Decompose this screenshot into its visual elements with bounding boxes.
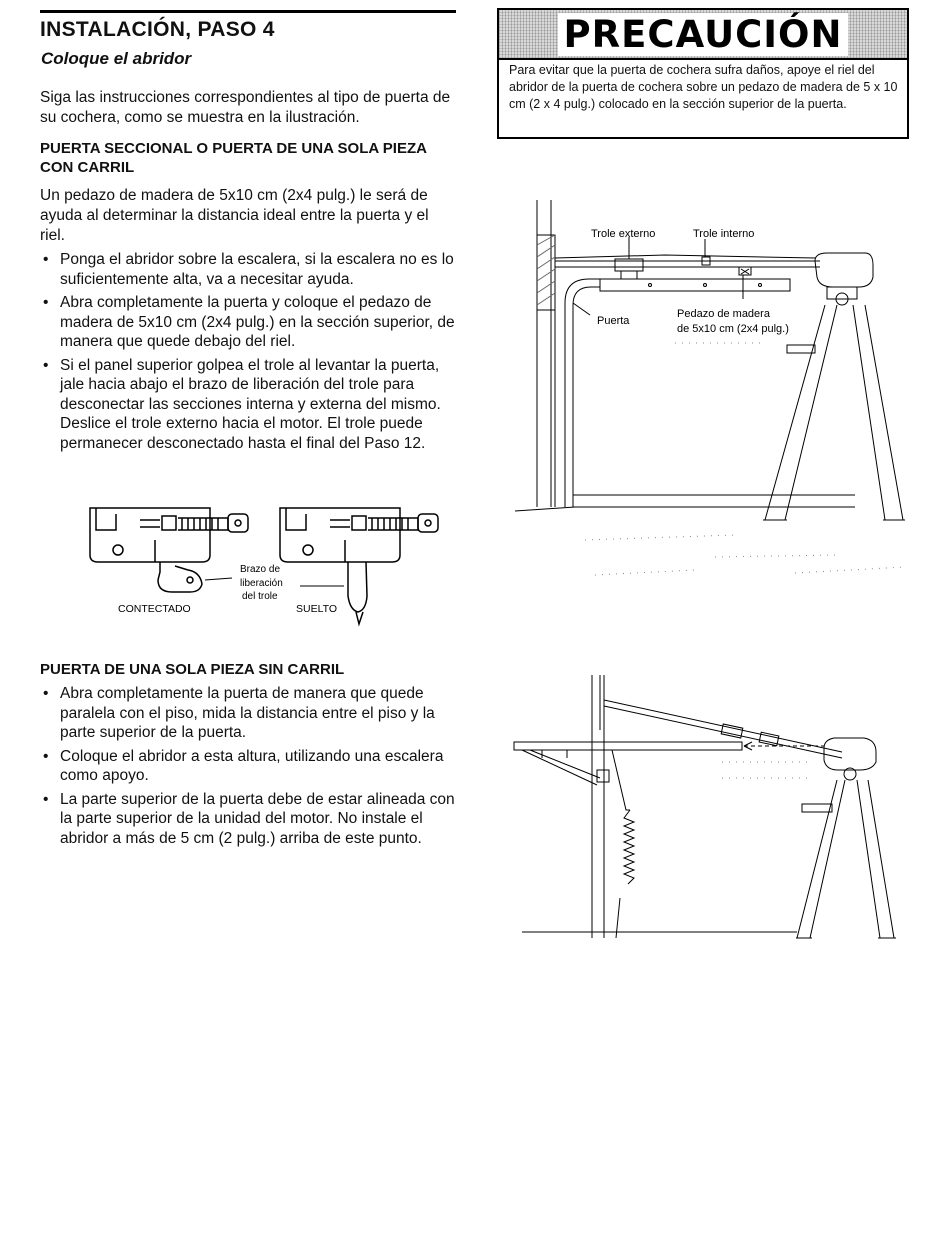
- sectional-bullet-list: [40, 250, 455, 457]
- one-piece-door-illustration: [512, 670, 912, 960]
- release-arm-label-1: Brazo de: [240, 564, 281, 575]
- caution-banner: [499, 10, 907, 60]
- loose-label: SUELTO: [296, 603, 338, 615]
- sectional-door-illustration: [515, 195, 915, 590]
- sectional-paragraph: Un pedazo de madera de 5x10 cm (2x4 pulg.) le será de ayuda al determinar la distancia ideal entre la puerta y el riel.: [40, 187, 429, 244]
- wood-label-1: Pedazo de madera: [677, 308, 770, 320]
- door-label: Puerta: [597, 315, 630, 327]
- heading-rule: [40, 10, 456, 13]
- page-subtitle: Coloque el abridor: [41, 49, 192, 68]
- inner-trolley-label: Trole interno: [693, 228, 755, 240]
- section-title-sectional: PUERTA SECCIONAL O PUERTA DE UNA SOLA PIEZA CON CARRIL: [40, 140, 427, 176]
- list-item: • Abra completamente la puerta y coloque el pedazo de madera de 5x10 cm (2x4 pulg.) en la sección superior, de manera que quede debajo del riel.: [40, 293, 455, 352]
- list-item: • Abra completamente la puerta de manera que quede paralela con el piso, mida la distancia entre el piso y la parte superior de la puerta.: [40, 684, 455, 743]
- wood-label-2: de 5x10 cm (2x4 pulg.): [677, 323, 789, 335]
- one-piece-bullet-list: [40, 684, 455, 852]
- intro-paragraph: Siga las instrucciones correspondientes al tipo de puerta de su cochera, como se muestra en la ilustración.: [40, 89, 451, 126]
- list-item: • Ponga el abridor sobre la escalera, si la escalera no es lo suficientemente alta, va a necesitar ayuda.: [40, 250, 455, 289]
- caution-text: Para evitar que la puerta de cochera sufra daños, apoye el riel del abridor de la puerta de cochera sobre un pedazo de madera de 5 x 10 cm (2 x 4 pulg.) colocado en la sección superior de la puerta.: [509, 63, 898, 111]
- list-item: • La parte superior de la puerta debe de estar alineada con la parte superior de la unidad del motor. No instale el abridor a más de 5 cm (2 pulg.) arriba de este punto.: [40, 790, 455, 849]
- list-item: • Coloque el abridor a esta altura, utilizando una escalera como apoyo.: [40, 747, 455, 786]
- release-arm-label-3: del trole: [242, 591, 278, 602]
- trolley-illustration: [80, 500, 460, 630]
- caution-box: [497, 8, 909, 139]
- connected-label: CONTECTADO: [118, 603, 191, 615]
- page-title: INSTALACIÓN, PASO 4: [40, 18, 275, 41]
- outer-trolley-label: Trole externo: [591, 228, 656, 240]
- section-title-one-piece: PUERTA DE UNA SOLA PIEZA SIN CARRIL: [40, 661, 345, 678]
- list-item: • Si el panel superior golpea el trole al levantar la puerta, jale hacia abajo el brazo de liberación del trole para desconectar las secciones interna y externa del mismo. Deslice el trole externo hacia el motor. El trole puede permanecer desconectado hasta el final del Paso 12.: [40, 356, 455, 454]
- caution-heading: PRECAUCIÓN: [558, 13, 849, 56]
- release-arm-label-2: liberación: [240, 578, 283, 589]
